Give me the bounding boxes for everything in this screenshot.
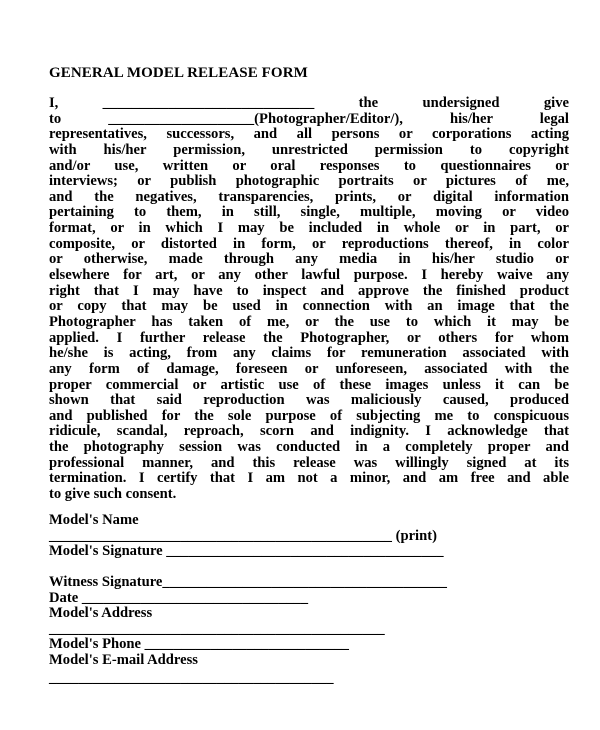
body-line: pertaining to them, in still, single, multiple, moving or video bbox=[49, 204, 569, 221]
models-email-field[interactable]: _______________________________________ bbox=[49, 670, 334, 686]
body-line: right that I may have to inspect and approve the finished product bbox=[49, 282, 569, 299]
body-line: to give such consent. bbox=[49, 486, 177, 503]
models-name-field[interactable]: _______________________________________________ (print) bbox=[49, 528, 437, 544]
body-line: applied. I further release the Photographer, or others for whom bbox=[49, 329, 569, 346]
body-line: composite, or distorted in form, or reproductions thereof, in color bbox=[49, 235, 569, 252]
body-line: the photography session was conducted in a completely proper and bbox=[49, 439, 569, 456]
body-line: and published for the sole purpose of subjecting me to conspicuous bbox=[49, 407, 569, 424]
body-line: elsewhere for art, or any other lawful purpose. I hereby waive any bbox=[49, 267, 569, 284]
body-line: with his/her permission, unrestricted permission to copyright bbox=[49, 141, 569, 158]
body-line: interviews; or publish photographic portraits or pictures of me, bbox=[49, 173, 569, 190]
body-line: Photographer has taken of me, or the use to which it may be bbox=[49, 313, 569, 330]
body-line: he/she is acting, from any claims for remuneration associated with bbox=[49, 345, 569, 362]
models-phone-field[interactable]: Model's Phone ____________________________ bbox=[49, 636, 349, 652]
body-line: termination. I certify that I am not a minor, and am free and able bbox=[49, 470, 569, 487]
models-signature-field[interactable]: Model's Signature ______________________________________ bbox=[49, 543, 444, 559]
release-text bbox=[49, 96, 569, 503]
body-line: or otherwise, made through any media in his/her studio or bbox=[49, 251, 569, 268]
body-line: and/or use, written or oral responses to questionnaires or bbox=[49, 157, 569, 174]
body-line: to ____________________(Photographer/Editor/), his/her legal bbox=[49, 110, 569, 127]
models-email-label: Model's E-mail Address bbox=[49, 652, 198, 668]
date-field[interactable]: Date _______________________________ bbox=[49, 590, 309, 606]
body-line: proper commercial or artistic use of these images unless it can be bbox=[49, 376, 569, 393]
form-title: GENERAL MODEL RELEASE FORM bbox=[49, 65, 308, 81]
body-line: ridicule, scandal, reproach, scorn and indignity. I acknowledge that bbox=[49, 423, 569, 440]
models-name-label: Model's Name bbox=[49, 512, 139, 528]
body-line: or copy that may be used in connection with an image that the bbox=[49, 298, 569, 315]
body-line: representatives, successors, and all persons or corporations acting bbox=[49, 126, 569, 143]
body-line: I, _____________________________ the undersigned give bbox=[49, 95, 569, 111]
models-address-field[interactable]: ______________________________________________ bbox=[49, 621, 385, 637]
body-line: format, or in which I may be included in whole or in part, or bbox=[49, 220, 569, 237]
body-line: and the negatives, transparencies, prints, or digital information bbox=[49, 188, 569, 205]
body-line: any form of damage, foreseen or unforeseen, associated with the bbox=[49, 360, 569, 377]
models-address-label: Model's Address bbox=[49, 605, 153, 621]
body-line: shown that said reproduction was maliciously caused, produced bbox=[49, 392, 569, 409]
witness-signature-field[interactable]: Witness Signature_______________________________________ bbox=[49, 574, 447, 590]
body-line: professional manner, and this release was willingly signed at its bbox=[49, 454, 569, 471]
